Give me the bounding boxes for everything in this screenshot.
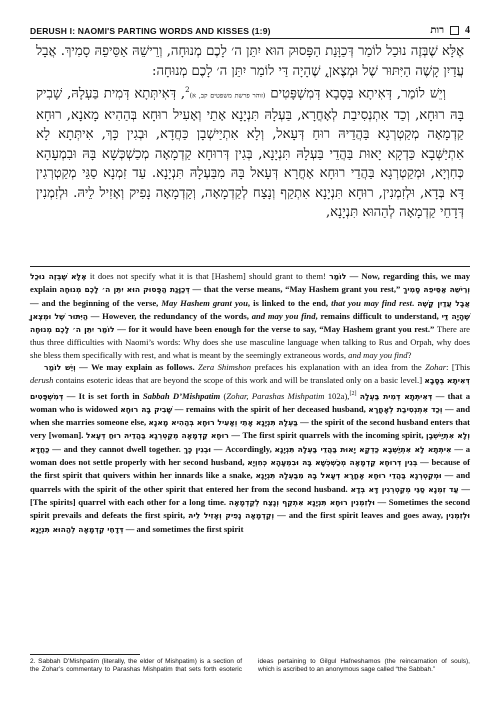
bold-translation: — However, the redundancy of the words, [87, 310, 252, 321]
bold-italic-phrase [161, 298, 248, 308]
square-ornament-icon [450, 26, 459, 35]
book-name: רות [430, 25, 444, 36]
hebrew-citation: דְּאִיתָא בְּסָבָא דְּמִשְׁפָּטִים [30, 376, 471, 401]
hebrew-citation: וְיֵשׁ לוֹמַר [44, 363, 76, 373]
bold-translation: . [412, 297, 418, 308]
italic-term: derush [30, 375, 54, 386]
footnote-divider [30, 654, 140, 655]
hebrew-paragraph-2 [36, 81, 464, 223]
hebrew-citation: רוּחָא קַדְמָאָה מְקַטְרְגָא בַּהֲדֵיהּ רוּחַ דְּעָאל [85, 431, 229, 441]
bold-translation: — and quarrels with the spirit of the other spirit that entered her from the second husband. [30, 470, 471, 494]
page-number: 4 [465, 25, 470, 36]
english-translation [30, 270, 470, 536]
bold-translation: — because of the first spirit that quivers within her innards like a snake, [30, 457, 470, 481]
hebrew-citation: וְכַד אִתְנְסִיבַת לְאָחֳרָא [368, 404, 443, 414]
hebrew-citation: אִיתְּתָא לָא אִתְיַשְּׁבָא כַּדְקָא יָאוּת בַּהֲדֵי בַּעְלָהּ תִּנְיָנָא [274, 444, 452, 454]
bold-translation: — and when she marries someone else, [30, 403, 470, 428]
bold-italic-phrase [331, 298, 412, 308]
bold-translation: — for it would have been enough for the verse to say, “May Hashem grant you rest.” [114, 324, 435, 335]
hebrew-citation: אֶלָּא שֶׁבְּזֶה נוּכַל [30, 272, 87, 281]
bold-italic-phrase [143, 391, 220, 401]
italic-term: Zera Shimshon [197, 362, 252, 373]
english-paragraph-2 [30, 361, 470, 536]
hebrew-citation: בְּגִין דְּרוּחָא קַדְמָאָה מְכַשְׁכְּשָׁא בָּהּ וּבִמְעָהָא כְּחִוְיָא [247, 458, 418, 468]
english-paragraph-1 [30, 270, 470, 361]
section-divider [30, 266, 470, 267]
bold-translation: — Sometimes the second spirit prevails and defeats the first spirit, [30, 496, 471, 521]
bold-translation: — and the beginning of the verse, [30, 297, 162, 308]
bold-translation: — and the first spirit leaves and goes away, [274, 510, 446, 521]
bold-translation: — Now, regarding this, we may explain [30, 271, 470, 295]
hebrew-paragraph-1: אֶלָּא שֶׁבְּזֶה נוּכַל לוֹמַר דְּכַוָּנַת הַפָּסוּק הוּא יִתֵּן ה׳ לָכֶם מְנוּחָה, וְרֵישֵׁהּ אַסֵּיפֵהּ סָמִיךְ. אֲבָל עֲדַיִן קָשֶׁה הַיִּתּוּר שֶׁל וּמְצֶאןָ, שֶׁהָיָה דַּי לוֹמַר יִתֵּן ה׳ לָכֶם מְנוּחָה: [36, 44, 464, 79]
commentary-text: There are thus three difficulties with Naomi’s words: Why does she use masculine language when talking to Rus and Orpah, why does she bless them specifically with rest, and what is meant by the seemingly extraneous words, [30, 324, 471, 360]
hebrew-citation: וּלְזִמְנִין דְּדָחֵי קַדְמָאָה לְהַהוּא תִּנְיָנָא [30, 511, 470, 534]
commentary-text: 102a), [324, 390, 350, 401]
bold-translation: — The first spirit quarrels with the incoming spirit, [228, 430, 427, 441]
footnote-marker: 2 [185, 86, 190, 94]
commentary-text: : [This [446, 362, 470, 373]
footnote [30, 658, 470, 675]
commentary-text: prefaces his explanation with an idea from the [251, 362, 426, 373]
bold-italic-phrase [252, 311, 316, 321]
italic-phrase: May Hashem grant you [161, 297, 248, 308]
hebrew-citation: בַּעְלָהּ תִּנְיָנָא אָתֵי וְאָעִיל רוּחָא בְּהַהִיא מָאנָא [148, 418, 298, 428]
bold-translation: — Accordingly, [211, 443, 275, 454]
commentary-text: ( [220, 390, 227, 401]
bold-translation: — and sometimes the first spirit [123, 523, 244, 534]
bold-translation: , is linked to the end, [247, 297, 332, 308]
italic-phrase: that you may find rest [331, 297, 413, 308]
bold-translation: — It is set forth in [63, 390, 143, 401]
bold-translation: — and they cannot dwell together. [49, 443, 184, 454]
bold-translation: — the spirit of the second husband enters that very [woman]. [30, 417, 470, 441]
bold-translation: — that a woman who is widowed [30, 390, 470, 414]
commentary-text: it does not specify what it is that [Hashem] should grant to them! [86, 271, 330, 281]
commentary-text: ? [407, 349, 412, 360]
footnote-reference: [2] [349, 390, 357, 397]
hebrew-citation: וְלָא אִתְיַישְׁבָן כַּחֲדָא [30, 431, 470, 454]
running-header [30, 20, 470, 39]
bold-translation: — [The spirits] quarrel with each other for a long time. [30, 483, 470, 507]
hebrew-citation: דְּכַוָּנַת הַפָּסוּק הוּא יִתֵּן ה׳ לָכֶם מְנוּחָה [59, 285, 190, 295]
hebrew-citation: עַד זִמְנָא סַגֵּי מְקַטְרְגִין דָּא בְּדָא [350, 484, 459, 494]
page-number-group [430, 25, 470, 36]
italic-term: Zohar [425, 362, 447, 373]
hebrew-citation: וּבְגִין כָּךְ [183, 444, 212, 454]
hebrew-citation: לוֹמַר [329, 272, 347, 281]
hebrew-citation: וּמְקַטְרְגָא בַּהֲדֵי רוּחָא אָחֳרָא דְּעָאל בָּהּ מִבַּעְלָהּ תִּנְיָנָא [255, 471, 442, 481]
bold-translation: , remains difficult to understand, [315, 310, 442, 321]
italic-phrase: and may you find [251, 310, 316, 321]
italic-phrase: Sabbah D’Mishpatim [142, 390, 221, 401]
hebrew-citation: שֶׁהָיָה דַּי לוֹמַר יִתֵּן ה׳ לָכֶם מְנוּחָה [30, 311, 470, 335]
hebrew-citation: שָׁבִיק בָּהּ רוּחָא [120, 404, 173, 414]
hebrew-paragraph-2-intro: וְיֵשׁ לוֹמַר, דְּאִיתָא בְּסָבָא דְּמִשְׁפָּטִים [270, 86, 446, 102]
zohar-source-citation: (זוהר פרשת משפטים קב, א) [189, 91, 266, 100]
hebrew-citation: וְרֵישֵׁהּ אַסֵּיפֵהּ סָמִיךְ [402, 285, 471, 295]
hebrew-source-text [36, 42, 464, 268]
commentary-text: contains esoteric ideas that are beyond the scope of this work and will be translated only on a basic level.] [53, 375, 425, 386]
running-head-title: DERUSH I: NAOMI'S PARTING WORDS AND KISSES (1:9) [30, 26, 271, 36]
hebrew-citation: דְּאִיתְּתָא דְּמִית בַּעְלָהּ [359, 391, 433, 401]
hebrew-citation: וּלְזִמְנִין רוּחָא תִּנְיָנָא אִתְקַף וְנָצַח לְקַדְמָאָה [228, 497, 375, 507]
bold-translation: — remains with the spirit of her deceased husband, [172, 403, 369, 414]
bold-translation: — We may explain as follows. [75, 362, 198, 373]
italic-term: and may you find [348, 349, 408, 360]
footnote-text: 2. Sabbah D’Mishpatim (literally, the elder of Mishpatim) is a section of the Zohar’s commentary to Parashas Mishpatim that sets forth esoteric ideas pertaining to Gilgul Hafneshamos (the reincarnation of souls), which is ascribed to an anonymous sage called “the Sabbah.” [30, 658, 470, 674]
bold-translation: — a woman does not settle properly with her second husband, [30, 443, 471, 468]
hebrew-citation: וְקַדְמָאָה נָפִיק וְאָזִיל לֵיהּ [188, 511, 275, 521]
hebrew-paragraph-2-body: , דְּאִיתְּתָא דְּמִית בַּעְלָהּ, שָׁבִיק בָּהּ רוּחָא, וְכַד אִתְנְסִיבַת לְאָחֳרָא, בַּעְלָהּ תִּנְיָנָא אָתֵי וְאָעִיל רוּחָא בְּהַהִיא מָאנָא, רוּחָא קַדְמָאָה מְקַטְרְגָא בַּהֲדֵיהּ רוּחַ דְּעָאל, וְלָא אִתְיַישְׁבָן כַּחֲדָא, וּבְגִין כָּךְ, אִיתְּתָא לָא אִתְיַשְּׁבָא כַּדְקָא יָאוּת בַּהֲדֵי בַּעְלָהּ תִּנְיָנָא, בְּגִין דְּרוּחָא קַדְמָאָה מְכַשְׁכְּשָׁא בָּהּ וּבִמְעָהָא כְּחִוְיָא, וּמְקַטְרְגָא בַּהֲדֵי רוּחָא אָחֳרָא דְּעָאל בָּהּ מִבַּעְלָהּ תִּנְיָנָא. עַד זִמְנָא סַגֵּי מְקַטְרְגִין דָּא בְּדָא, וּלְזִמְנִין, רוּחָא תִּנְיָנָא אִתְקַף וְנָצַח לְקַדְמָאָה, וְקַדְמָאָה נָפִיק וְאָזִיל לֵיהּ. וּלְזִמְנִין דְּדָחֵי קַדְמָאָה לְהַהוּא תִּנְיָנָא, [36, 86, 464, 221]
bold-translation: — that the verse means, “May Hashem grant you rest,” [189, 284, 403, 295]
italic-term: Zohar, Parashas Mishpatim [226, 390, 325, 401]
hebrew-citation: אֲבָל עֲדַיִן קָשֶׁה הַיִּתּוּר שֶׁל וּמְצֶאןָ [30, 298, 470, 321]
